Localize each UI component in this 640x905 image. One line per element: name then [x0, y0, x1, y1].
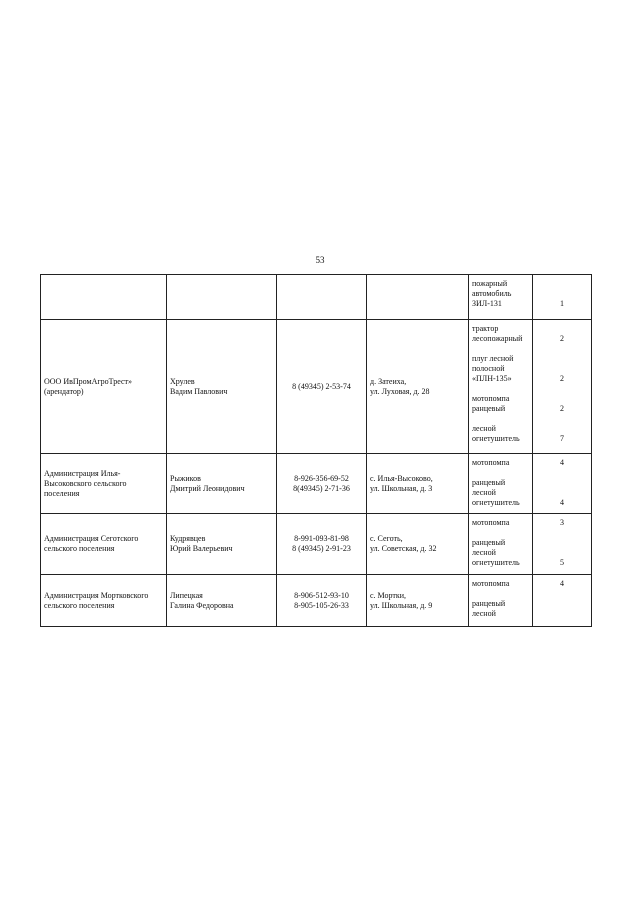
equipment-cell — [469, 454, 533, 514]
table-row — [41, 275, 592, 320]
responsible-person-cell — [167, 275, 277, 320]
page-number: 53 — [315, 255, 325, 265]
equipment-cell — [469, 514, 533, 575]
equipment-cell — [469, 575, 533, 627]
responsible-person-cell: Рыжиков Дмитрий Леонидович — [167, 454, 277, 514]
quantity-cell — [533, 514, 592, 575]
table-row — [41, 514, 592, 575]
quantity-cell — [533, 320, 592, 454]
equipment-item: пожарный автомобиль ЗИЛ-131 — [472, 279, 512, 308]
responsible-person-cell: Хрулев Вадим Павлович — [167, 320, 277, 454]
quantity-value: 4 — [560, 458, 564, 467]
quantity-value: 2 — [560, 404, 564, 413]
equipment-item: трактор лесопожарный — [472, 324, 523, 343]
equipment-item: мотопомпа — [472, 579, 510, 588]
organization-cell: ООО ИвПромАгроТрест» (арендатор) — [41, 320, 167, 454]
quantity-value: 4 — [560, 579, 564, 588]
equipment-item: ранцевый лесной огнетушитель — [472, 478, 520, 507]
organization-cell: Администрация Мортковского сельского поселения — [41, 575, 167, 627]
address-cell: с. Илья-Высоково, ул. Школьная, д. 3 — [367, 454, 469, 514]
quantity-cell — [533, 275, 592, 320]
equipment-item: мотопомпа — [472, 518, 510, 527]
equipment-item: плуг лесной полосной «ПЛН-135» — [472, 354, 514, 383]
responsible-person-cell: Кудрявцев Юрий Валерьевич — [167, 514, 277, 575]
table-row — [41, 320, 592, 454]
organization-cell: Администрация Илья- Высоковского сельского поселения — [41, 454, 167, 514]
table-row — [41, 454, 592, 514]
equipment-item: мотопомпа ранцевый — [472, 394, 510, 413]
phone-cell — [277, 275, 367, 320]
organization-cell — [41, 275, 167, 320]
quantity-value: 7 — [560, 434, 564, 443]
phone-cell: 8-906-512-93-10 8-905-105-26-33 — [277, 575, 367, 627]
quantity-value: 2 — [560, 374, 564, 383]
equipment-item: лесной огнетушитель — [472, 424, 520, 443]
equipment-cell — [469, 320, 533, 454]
organization-cell: Администрация Сеготского сельского поселения — [41, 514, 167, 575]
quantity-cell — [533, 575, 592, 627]
quantity-value: 5 — [560, 558, 564, 567]
phone-cell: 8 (49345) 2-53-74 — [277, 320, 367, 454]
address-cell: с. Сеготь, ул. Советская, д. 32 — [367, 514, 469, 575]
quantity-value: 3 — [560, 518, 564, 527]
quantity-value: 2 — [560, 334, 564, 343]
equipment-item: ранцевый лесной — [472, 599, 506, 618]
equipment-item: мотопомпа — [472, 458, 510, 467]
quantity-cell — [533, 454, 592, 514]
address-cell: с. Мортки, ул. Школьная, д. 9 — [367, 575, 469, 627]
table-row — [41, 575, 592, 627]
equipment-table — [40, 274, 592, 627]
phone-cell: 8-926-356-69-52 8(49345) 2-71-36 — [277, 454, 367, 514]
responsible-person-cell: Липецкая Галина Федоровна — [167, 575, 277, 627]
quantity-value: 4 — [560, 498, 564, 507]
quantity-value: 1 — [560, 299, 564, 308]
equipment-item: ранцевый лесной огнетушитель — [472, 538, 520, 567]
address-cell — [367, 275, 469, 320]
equipment-cell — [469, 275, 533, 320]
phone-cell: 8-991-093-81-98 8 (49345) 2-91-23 — [277, 514, 367, 575]
address-cell: д. Затеиха, ул. Луховая, д. 28 — [367, 320, 469, 454]
